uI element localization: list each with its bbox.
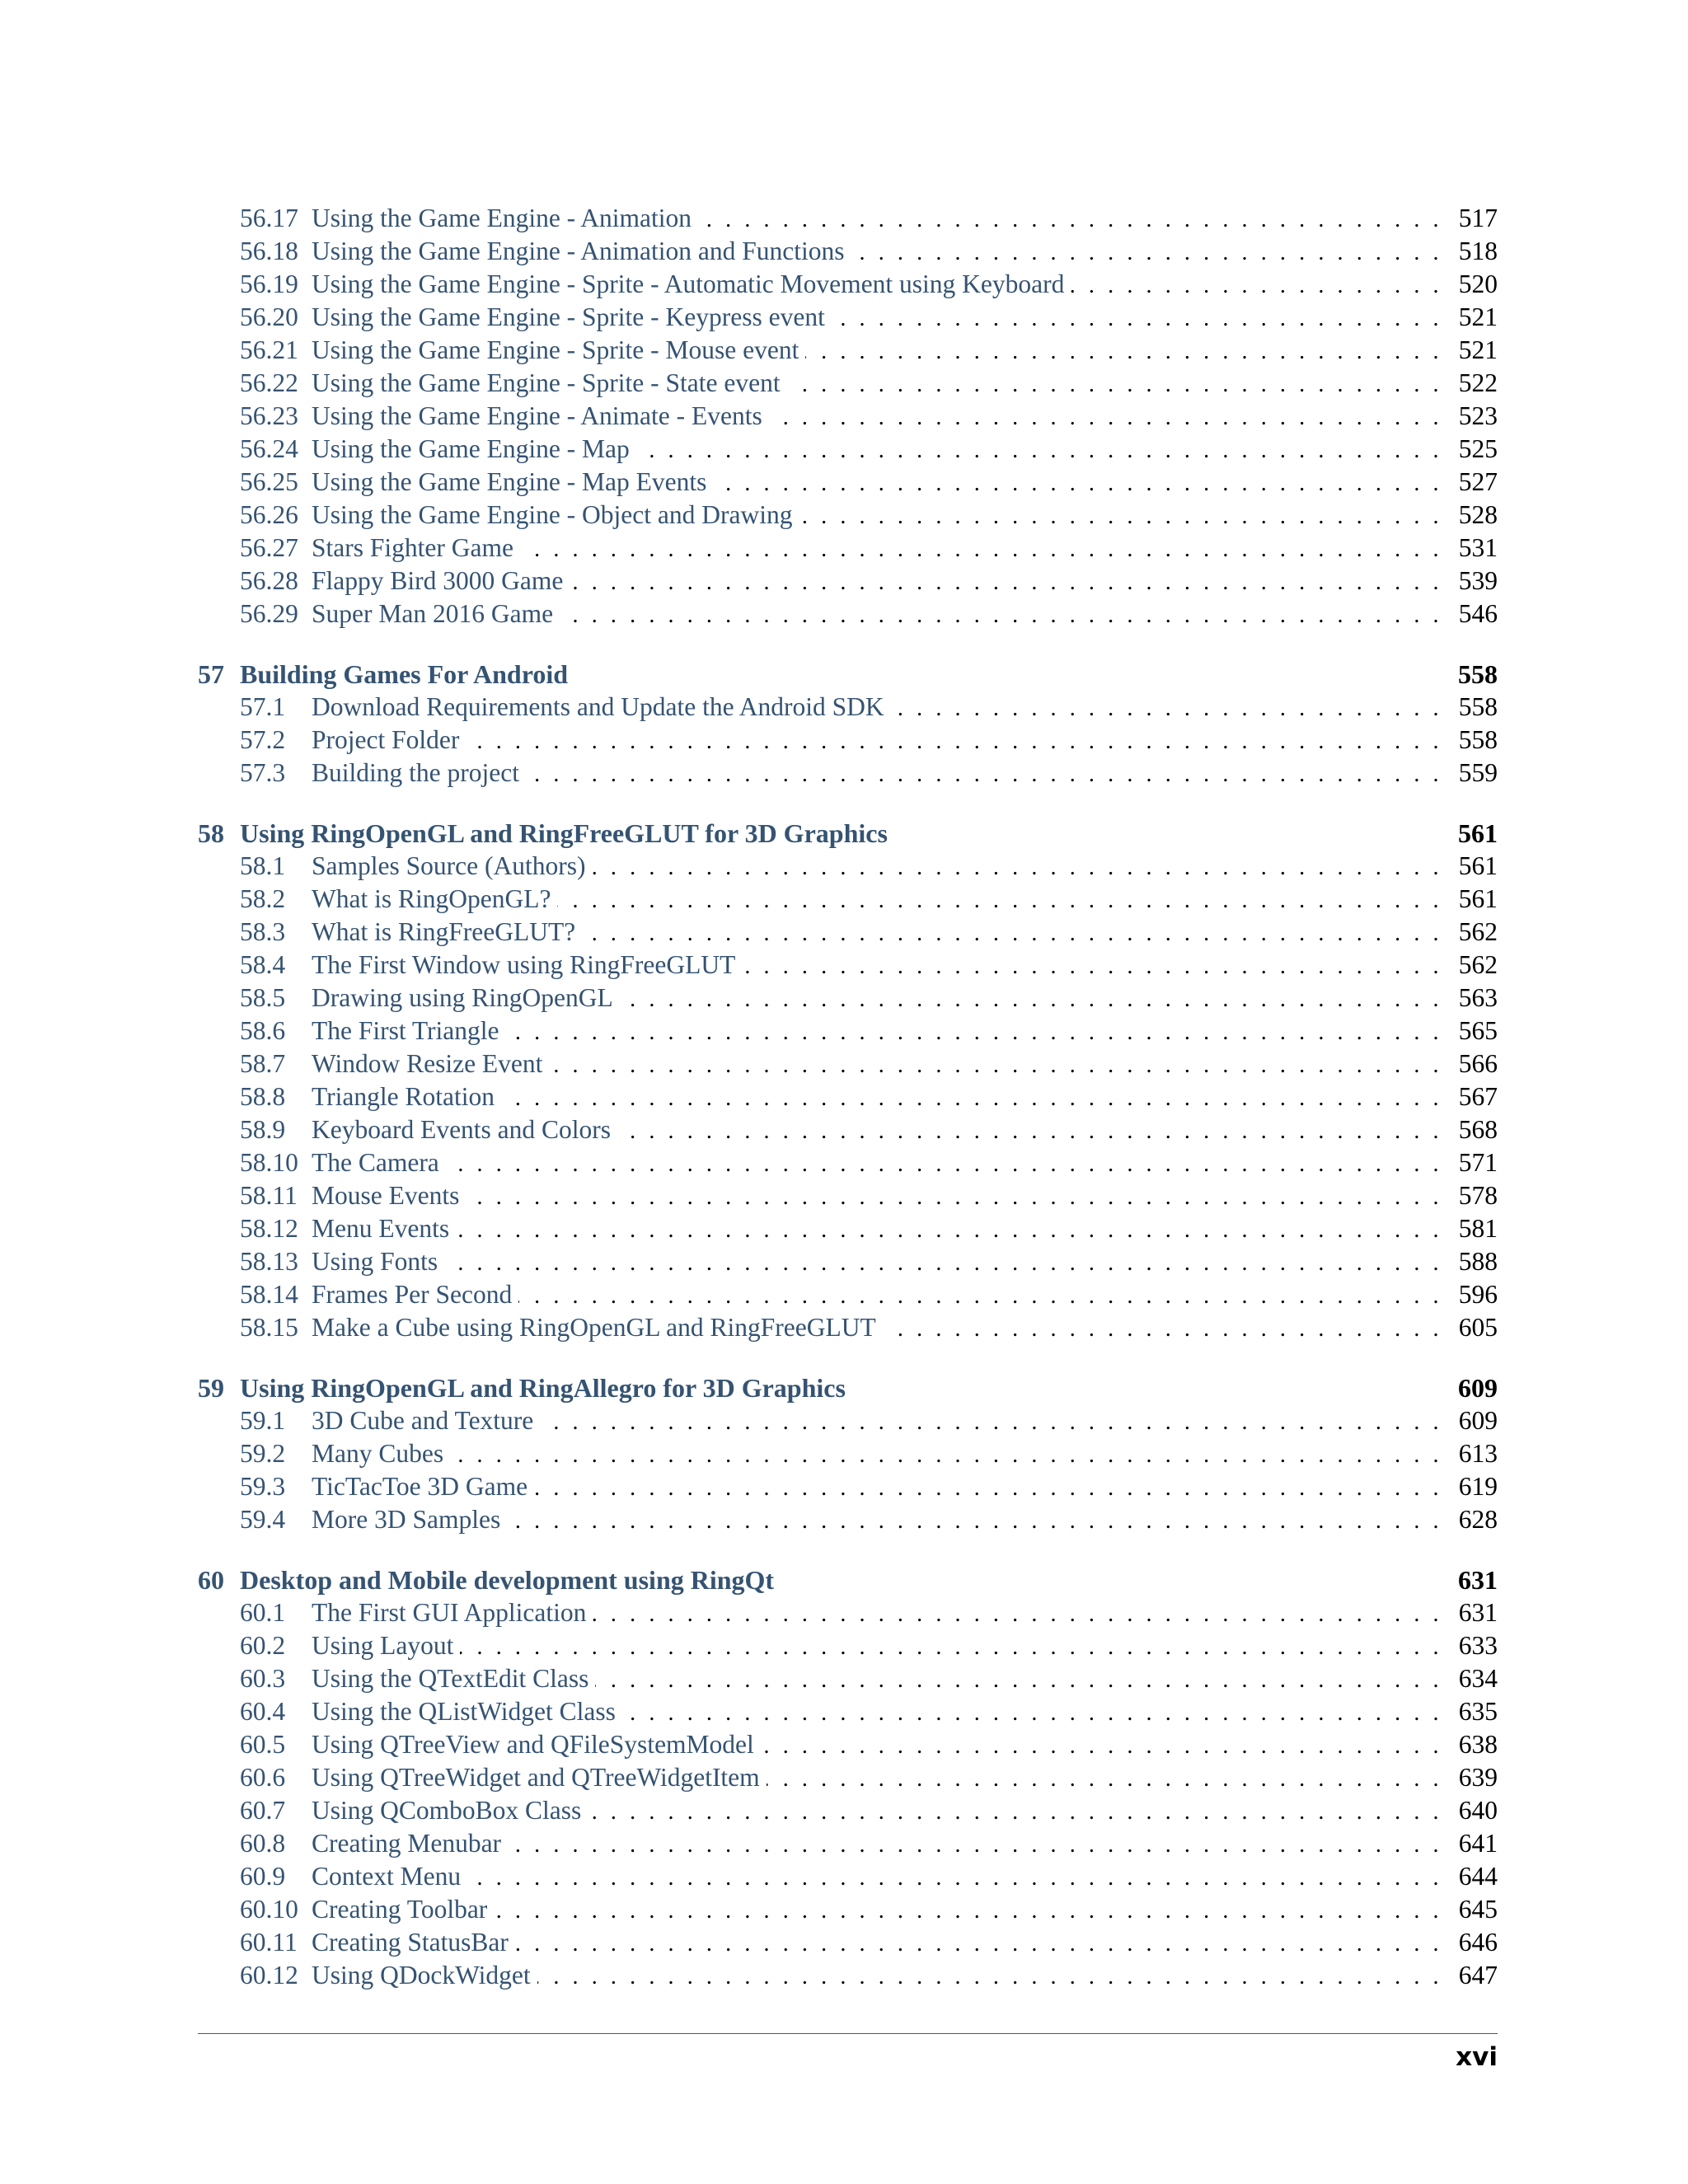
section-number: 60.3 <box>240 1664 286 1693</box>
section-number: 60.5 <box>240 1730 286 1759</box>
section-number: 60.11 <box>240 1928 298 1957</box>
toc-entry-link[interactable] <box>198 598 1498 630</box>
section-title: Using the Game Engine - Sprite - State event <box>312 368 781 397</box>
section-number: 56.26 <box>240 500 298 529</box>
dot-leader <box>713 467 1458 500</box>
section-title: Using QTreeView and QFileSystemModel <box>312 1730 754 1759</box>
toc-entry-link[interactable] <box>198 1761 1498 1794</box>
section-gap <box>198 790 1498 817</box>
section-page-number: 647 <box>1458 1961 1498 1990</box>
section-title: Using Layout <box>312 1631 454 1660</box>
toc-entry-link[interactable] <box>198 565 1498 598</box>
dot-leader <box>508 1829 1459 1862</box>
section-page-number: 639 <box>1458 1763 1498 1792</box>
chapter-page-number: 631 <box>1458 1565 1498 1595</box>
section-page-number: 561 <box>1458 851 1498 880</box>
section-number: 57.3 <box>240 758 286 787</box>
section-title: Make a Cube using RingOpenGL and RingFreeGLUT <box>312 1313 876 1342</box>
toc-entry-link[interactable] <box>198 850 1498 883</box>
chapter-heading-link[interactable] <box>198 1371 1498 1404</box>
toc-entry-link[interactable] <box>198 883 1498 916</box>
dot-leader <box>534 1472 1459 1505</box>
dot-leader <box>507 1505 1459 1538</box>
dot-leader <box>891 692 1459 725</box>
dot-leader <box>622 1697 1459 1730</box>
section-page-number: 628 <box>1458 1505 1498 1534</box>
section-title: Using the Game Engine - Object and Drawing <box>312 500 793 529</box>
section-gap <box>198 1344 1498 1371</box>
section-number: 58.14 <box>240 1280 298 1309</box>
toc-entry-link[interactable] <box>198 1728 1498 1761</box>
section-title: Creating Toolbar <box>312 1895 488 1924</box>
section-page-number: 531 <box>1458 533 1498 562</box>
section-number: 57.2 <box>240 725 286 754</box>
section-title: More 3D Samples <box>312 1505 501 1534</box>
toc-entry-link[interactable] <box>198 1113 1498 1146</box>
dot-leader <box>456 1214 1459 1247</box>
section-number: 59.1 <box>240 1406 286 1435</box>
section-title: Creating StatusBar <box>312 1928 509 1957</box>
section-page-number: 546 <box>1458 599 1498 628</box>
section-number: 56.22 <box>240 368 298 397</box>
section-page-number: 520 <box>1458 269 1498 298</box>
section-page-number: 635 <box>1458 1697 1498 1726</box>
toc-entry-link[interactable] <box>198 301 1498 334</box>
chapter-page-number: 609 <box>1458 1373 1498 1403</box>
dot-leader <box>761 1730 1459 1763</box>
dot-leader <box>494 1895 1458 1928</box>
toc-entry-link[interactable] <box>198 1695 1498 1728</box>
toc-entry-link[interactable] <box>198 916 1498 949</box>
section-number: 56.19 <box>240 269 298 298</box>
dot-leader <box>540 1406 1458 1439</box>
section-number: 60.4 <box>240 1697 286 1726</box>
dot-leader <box>460 1631 1458 1664</box>
section-page-number: 634 <box>1458 1664 1498 1693</box>
section-title: Stars Fighter Game <box>312 533 513 562</box>
section-page-number: 605 <box>1458 1313 1498 1342</box>
dot-leader <box>620 983 1459 1016</box>
toc-entry-link[interactable] <box>198 202 1498 235</box>
section-number: 58.11 <box>240 1181 298 1210</box>
section-page-number: 581 <box>1458 1214 1498 1243</box>
toc-entry-link[interactable] <box>198 691 1498 724</box>
dot-leader <box>769 401 1459 434</box>
section-page-number: 566 <box>1458 1049 1498 1078</box>
toc-entry-link[interactable] <box>198 1047 1498 1080</box>
section-number: 56.23 <box>240 401 298 430</box>
section-page-number: 638 <box>1458 1730 1498 1759</box>
dot-leader <box>557 884 1458 917</box>
section-title: Using the Game Engine - Map <box>312 434 630 463</box>
section-title: Using the Game Engine - Animation and Functions <box>312 237 845 265</box>
section-page-number: 633 <box>1458 1631 1498 1660</box>
section-number: 59.2 <box>240 1439 286 1468</box>
section-title: Drawing using RingOpenGL <box>312 983 613 1012</box>
toc-entry-link[interactable] <box>198 433 1498 466</box>
section-gap <box>198 1536 1498 1563</box>
section-page-number: 561 <box>1458 884 1498 913</box>
section-number: 56.27 <box>240 533 298 562</box>
section-title: Triangle Rotation <box>312 1082 495 1111</box>
dot-leader <box>446 1148 1459 1181</box>
dot-leader <box>537 1961 1459 1994</box>
toc-entry-link[interactable] <box>198 1794 1498 1827</box>
section-number: 56.18 <box>240 237 298 265</box>
chapter-heading-link[interactable] <box>198 1563 1498 1596</box>
toc-entry-link[interactable] <box>198 367 1498 400</box>
dot-leader <box>1071 269 1458 302</box>
dot-leader <box>570 566 1458 599</box>
section-page-number: 562 <box>1458 917 1498 946</box>
section-number: 56.25 <box>240 467 298 496</box>
toc-entry-link[interactable] <box>198 949 1498 982</box>
section-title: Menu Events <box>312 1214 450 1243</box>
section-page-number: 609 <box>1458 1406 1498 1435</box>
section-title: The First Triangle <box>312 1016 499 1045</box>
section-number: 60.1 <box>240 1598 286 1627</box>
section-number: 56.29 <box>240 599 298 628</box>
toc-entry-link[interactable] <box>198 757 1498 790</box>
section-number: 59.3 <box>240 1472 286 1501</box>
section-page-number: 645 <box>1458 1895 1498 1924</box>
section-title: Mouse Events <box>312 1181 460 1210</box>
dot-leader <box>501 1082 1459 1115</box>
dot-leader <box>588 1796 1458 1829</box>
section-number: 58.2 <box>240 884 286 913</box>
dot-leader <box>506 1016 1459 1049</box>
section-page-number: 562 <box>1458 950 1498 979</box>
dot-leader <box>851 237 1459 269</box>
toc-entry-link[interactable] <box>198 982 1498 1015</box>
dot-leader <box>515 1928 1459 1961</box>
dot-leader <box>767 1763 1459 1796</box>
section-number: 56.21 <box>240 335 298 364</box>
section-title: Using the Game Engine - Animation <box>312 204 692 232</box>
table-of-contents <box>198 202 1498 1992</box>
chapter-page-number: 561 <box>1458 818 1498 848</box>
section-title: Flappy Bird 3000 Game <box>312 566 564 595</box>
section-page-number: 646 <box>1458 1928 1498 1957</box>
section-page-number: 568 <box>1458 1115 1498 1144</box>
section-number: 60.12 <box>240 1961 298 1990</box>
toc-entry-link[interactable] <box>198 1278 1498 1311</box>
section-page-number: 525 <box>1458 434 1498 463</box>
dot-leader <box>799 500 1458 533</box>
section-number: 60.9 <box>240 1862 286 1891</box>
section-page-number: 523 <box>1458 401 1498 430</box>
section-title: What is RingOpenGL? <box>312 884 551 913</box>
section-page-number: 521 <box>1458 302 1498 331</box>
toc-entry-link[interactable] <box>198 499 1498 532</box>
toc-entry-link[interactable] <box>198 532 1498 565</box>
chapter-title: Building Games For Android <box>240 659 569 689</box>
section-title: Using the QTextEdit Class <box>312 1664 589 1693</box>
section-page-number: 528 <box>1458 500 1498 529</box>
dot-leader <box>832 302 1459 335</box>
section-number: 57.1 <box>240 692 286 721</box>
section-number: 59.4 <box>240 1505 286 1534</box>
section-title: Using Fonts <box>312 1247 438 1276</box>
section-page-number: 522 <box>1458 368 1498 397</box>
section-number: 56.20 <box>240 302 298 331</box>
toc-entry-link[interactable] <box>198 1404 1498 1437</box>
section-number: 58.10 <box>240 1148 298 1177</box>
toc-entry-link[interactable] <box>198 1179 1498 1212</box>
section-title: Download Requirements and Update the Android SDK <box>312 692 884 721</box>
section-number: 58.8 <box>240 1082 286 1111</box>
toc-entry-link[interactable] <box>198 1926 1498 1959</box>
toc-entry-link[interactable] <box>198 235 1498 268</box>
section-page-number: 640 <box>1458 1796 1498 1825</box>
section-title: TicTacToe 3D Game <box>312 1472 528 1501</box>
toc-entry-link[interactable] <box>198 334 1498 367</box>
chapter-title: Desktop and Mobile development using RingQt <box>240 1565 775 1595</box>
chapter-page-number: 558 <box>1458 659 1498 689</box>
section-title: Using QComboBox Class <box>312 1796 582 1825</box>
section-page-number: 641 <box>1458 1829 1498 1858</box>
section-title: Super Man 2016 Game <box>312 599 554 628</box>
section-title: What is RingFreeGLUT? <box>312 917 576 946</box>
section-number: 56.24 <box>240 434 298 463</box>
dot-leader <box>592 851 1458 884</box>
dot-leader <box>467 1862 1459 1895</box>
toc-entry-link[interactable] <box>198 1146 1498 1179</box>
section-page-number: 559 <box>1458 758 1498 787</box>
section-title: Frames Per Second <box>312 1280 513 1309</box>
dot-leader <box>582 917 1459 950</box>
section-title: Using the Game Engine - Sprite - Keypress event <box>312 302 825 331</box>
toc-entry-link[interactable] <box>198 1662 1498 1695</box>
section-number: 58.3 <box>240 917 286 946</box>
section-gap <box>198 630 1498 658</box>
dot-leader <box>450 1439 1459 1472</box>
toc-entry-link[interactable] <box>198 1629 1498 1662</box>
section-page-number: 631 <box>1458 1598 1498 1627</box>
dot-leader <box>698 204 1459 237</box>
toc-entry-link[interactable] <box>198 1015 1498 1047</box>
section-title: Using the Game Engine - Sprite - Automatic Movement using Keyboard <box>312 269 1065 298</box>
footer-divider <box>198 2033 1498 2034</box>
section-page-number: 619 <box>1458 1472 1498 1501</box>
dot-leader <box>466 1181 1458 1214</box>
section-page-number: 518 <box>1458 237 1498 265</box>
chapter-heading-link[interactable] <box>198 658 1498 691</box>
toc-entry-link[interactable] <box>198 1470 1498 1503</box>
section-title: Using the Game Engine - Sprite - Mouse event <box>312 335 799 364</box>
chapter-heading-link[interactable] <box>198 817 1498 850</box>
dot-leader <box>593 1598 1458 1631</box>
dot-leader <box>787 368 1459 401</box>
section-page-number: 527 <box>1458 467 1498 496</box>
toc-entry-link[interactable] <box>198 1503 1498 1536</box>
section-page-number: 596 <box>1458 1280 1498 1309</box>
section-title: Project Folder <box>312 725 460 754</box>
dot-leader <box>595 1664 1458 1697</box>
section-number: 58.13 <box>240 1247 298 1276</box>
toc-entry-link[interactable] <box>198 466 1498 499</box>
section-title: Many Cubes <box>312 1439 444 1468</box>
dot-leader <box>742 950 1458 983</box>
page-number-footer: xvi <box>1456 2042 1498 2072</box>
section-page-number: 521 <box>1458 335 1498 364</box>
section-number: 60.7 <box>240 1796 286 1825</box>
section-title: Building the project <box>312 758 519 787</box>
section-number: 58.5 <box>240 983 286 1012</box>
section-title: Creating Menubar <box>312 1829 502 1858</box>
chapter-number: 60 <box>198 1565 224 1595</box>
section-title: The Camera <box>312 1148 439 1177</box>
section-title: Window Resize Event <box>312 1049 543 1078</box>
dot-leader <box>883 1313 1459 1346</box>
section-number: 58.9 <box>240 1115 286 1144</box>
section-page-number: 571 <box>1458 1148 1498 1177</box>
section-title: 3D Cube and Texture <box>312 1406 534 1435</box>
toc-entry-link[interactable] <box>198 1245 1498 1278</box>
toc-entry-link[interactable] <box>198 1827 1498 1860</box>
dot-leader <box>636 434 1459 467</box>
section-title: Keyboard Events and Colors <box>312 1115 612 1144</box>
section-title: Using QTreeWidget and QTreeWidgetItem <box>312 1763 760 1792</box>
section-number: 56.28 <box>240 566 298 595</box>
section-title: Using the Game Engine - Map Events <box>312 467 707 496</box>
toc-entry-link[interactable] <box>198 268 1498 301</box>
dot-leader <box>549 1049 1458 1082</box>
section-page-number: 563 <box>1458 983 1498 1012</box>
section-title: Samples Source (Authors) <box>312 851 586 880</box>
chapter-number: 59 <box>198 1373 224 1403</box>
section-page-number: 558 <box>1458 725 1498 754</box>
toc-entry-link[interactable] <box>198 1860 1498 1893</box>
section-number: 60.6 <box>240 1763 286 1792</box>
section-title: Using the Game Engine - Animate - Events <box>312 401 762 430</box>
toc-entry-link[interactable] <box>198 1437 1498 1470</box>
section-page-number: 613 <box>1458 1439 1498 1468</box>
chapter-title: Using RingOpenGL and RingFreeGLUT for 3D Graphics <box>240 818 888 848</box>
section-number: 58.6 <box>240 1016 286 1045</box>
section-title: Using QDockWidget <box>312 1961 531 1990</box>
toc-entry-link[interactable] <box>198 1080 1498 1113</box>
section-title: Context Menu <box>312 1862 462 1891</box>
section-title: Using the QListWidget Class <box>312 1697 616 1726</box>
toc-entry-link[interactable] <box>198 724 1498 757</box>
section-number: 60.8 <box>240 1829 286 1858</box>
section-page-number: 565 <box>1458 1016 1498 1045</box>
section-page-number: 578 <box>1458 1181 1498 1210</box>
dot-leader <box>805 335 1458 368</box>
section-number: 58.12 <box>240 1214 298 1243</box>
section-page-number: 539 <box>1458 566 1498 595</box>
dot-leader <box>518 1280 1459 1313</box>
dot-leader <box>444 1247 1459 1280</box>
section-number: 58.1 <box>240 851 286 880</box>
toc-entry-link[interactable] <box>198 1596 1498 1629</box>
chapter-number: 58 <box>198 818 224 848</box>
section-page-number: 644 <box>1458 1862 1498 1891</box>
toc-entry-link[interactable] <box>198 1893 1498 1926</box>
section-number: 56.17 <box>240 204 298 232</box>
toc-entry-link[interactable] <box>198 1212 1498 1245</box>
section-page-number: 588 <box>1458 1247 1498 1276</box>
toc-entry-link[interactable] <box>198 400 1498 433</box>
section-title: The First GUI Application <box>312 1598 587 1627</box>
toc-entry-link[interactable] <box>198 1311 1498 1344</box>
toc-entry-link[interactable] <box>198 1959 1498 1992</box>
section-number: 58.7 <box>240 1049 286 1078</box>
section-number: 60.2 <box>240 1631 286 1660</box>
dot-leader <box>466 725 1458 758</box>
chapter-number: 57 <box>198 659 224 689</box>
dot-leader <box>526 758 1459 791</box>
dot-leader <box>560 599 1459 632</box>
section-number: 58.4 <box>240 950 286 979</box>
section-page-number: 558 <box>1458 692 1498 721</box>
dot-leader <box>617 1115 1459 1148</box>
section-number: 60.10 <box>240 1895 298 1924</box>
dot-leader <box>520 533 1459 566</box>
section-page-number: 517 <box>1458 204 1498 232</box>
section-page-number: 567 <box>1458 1082 1498 1111</box>
section-title: The First Window using RingFreeGLUT <box>312 950 736 979</box>
chapter-title: Using RingOpenGL and RingAllegro for 3D Graphics <box>240 1373 846 1403</box>
section-number: 58.15 <box>240 1313 298 1342</box>
